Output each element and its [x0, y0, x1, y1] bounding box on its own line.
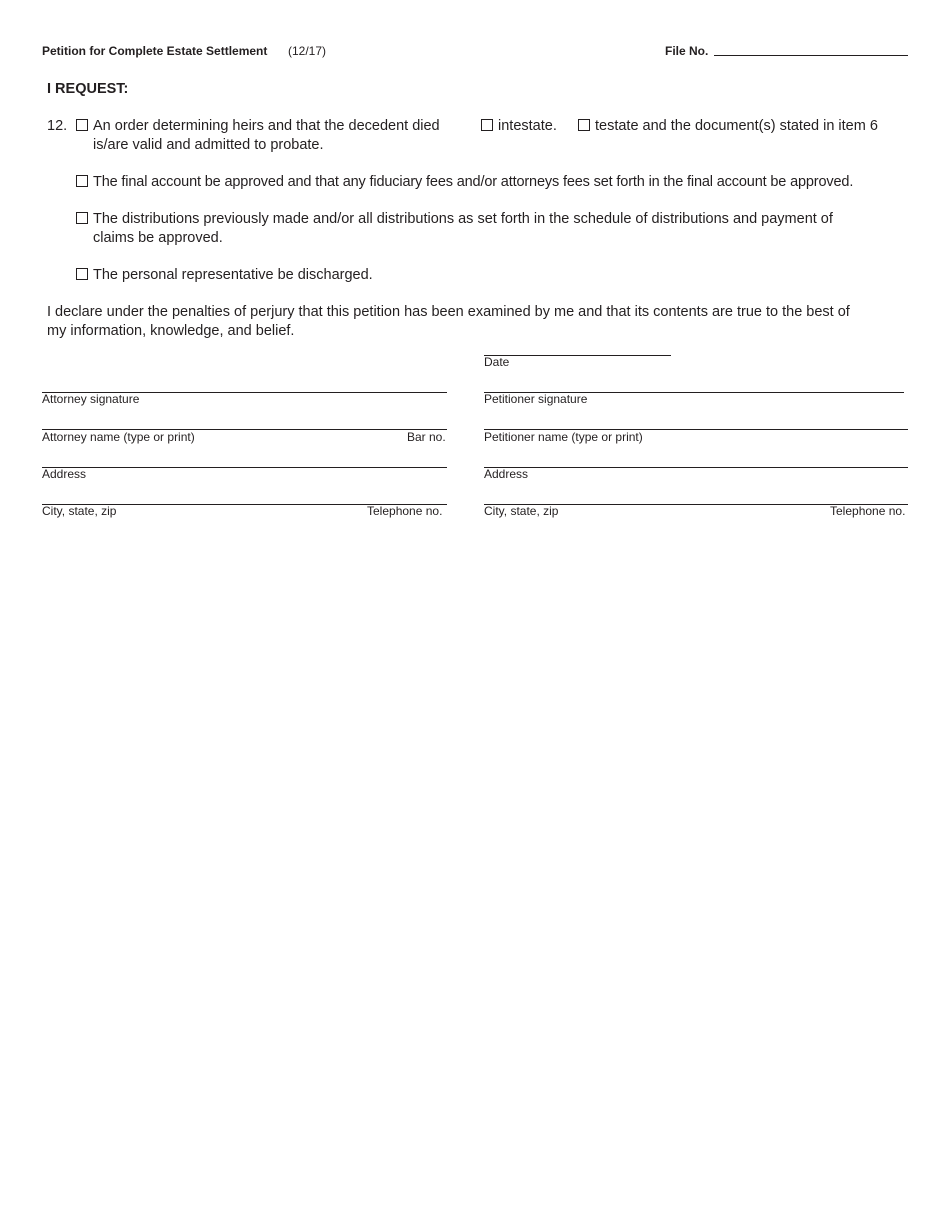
- attorney-name-label: Attorney name (type or print): [42, 430, 195, 444]
- petitioner-city-label: City, state, zip: [484, 504, 559, 518]
- declaration-line1: I declare under the penalties of perjury that this petition has been examined by me and that its contents are true to the best of: [47, 304, 850, 320]
- final-account-checkbox[interactable]: [76, 175, 88, 187]
- date-label: Date: [484, 355, 510, 369]
- attorney-address-label: Address: [42, 467, 87, 481]
- discharge-checkbox[interactable]: [76, 268, 88, 280]
- attorney-address-field[interactable]: [42, 467, 447, 468]
- bar-no-label: Bar no.: [407, 430, 446, 444]
- date-field[interactable]: [484, 355, 671, 356]
- discharge-label: The personal representative be discharged.: [93, 267, 373, 283]
- petitioner-name-label: Petitioner name (type or print): [484, 430, 643, 444]
- order-heirs-checkbox[interactable]: [76, 119, 88, 131]
- item-number: 12.: [47, 118, 68, 134]
- distributions-checkbox[interactable]: [76, 212, 88, 224]
- attorney-phone-label: Telephone no.: [367, 504, 443, 518]
- form-revision: (12/17): [288, 44, 327, 58]
- request-heading: I REQUEST:: [47, 81, 129, 97]
- distributions-label-line1: The distributions previously made and/or all distributions as set forth in the schedule of distributions and payment of: [93, 211, 833, 227]
- intestate-checkbox[interactable]: [481, 119, 493, 131]
- petitioner-address-label: Address: [484, 467, 529, 481]
- testate-continuation: is/are valid and admitted to probate.: [93, 137, 324, 153]
- order-heirs-label: An order determining heirs and that the decedent died: [93, 118, 440, 134]
- distributions-label-line2: claims be approved.: [93, 230, 223, 246]
- final-account-label: The final account be approved and that any fiduciary fees and/or attorneys fees set forth in the final account be approved.: [93, 174, 854, 190]
- petitioner-address-field[interactable]: [484, 467, 908, 468]
- attorney-city-label: City, state, zip: [42, 504, 117, 518]
- declaration-line2: my information, knowledge, and belief.: [47, 323, 295, 339]
- testate-label: testate and the document(s) stated in item 6: [595, 118, 878, 134]
- form-title: Petition for Complete Estate Settlement: [42, 44, 268, 58]
- testate-checkbox[interactable]: [578, 119, 590, 131]
- file-no-field[interactable]: [714, 55, 908, 56]
- petitioner-signature-label: Petitioner signature: [484, 392, 588, 406]
- attorney-signature-label: Attorney signature: [42, 392, 140, 406]
- file-no-label: File No.: [665, 44, 709, 58]
- intestate-label: intestate.: [498, 118, 557, 134]
- petitioner-phone-label: Telephone no.: [830, 504, 906, 518]
